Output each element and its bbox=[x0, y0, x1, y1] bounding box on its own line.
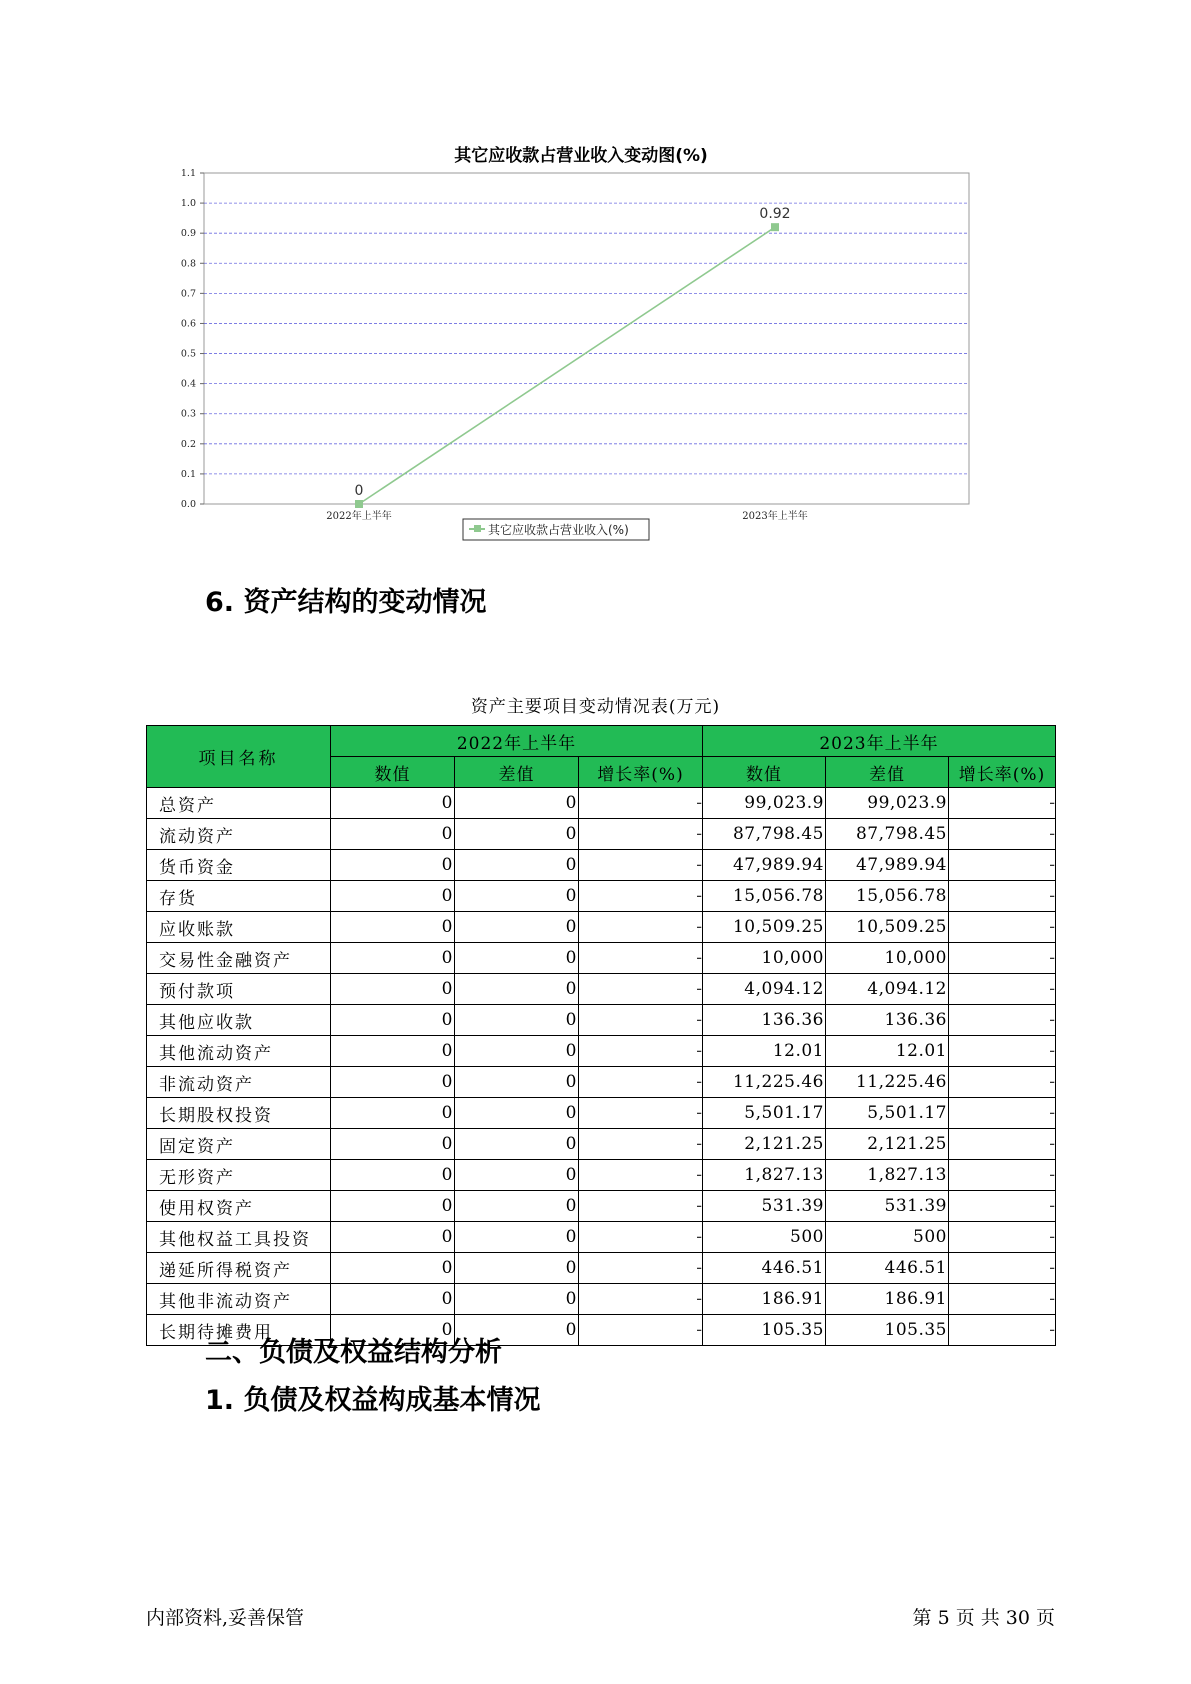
value-2023-cell: 136.36 bbox=[703, 1005, 826, 1036]
legend-marker bbox=[474, 525, 481, 532]
growth-2022-cell: - bbox=[579, 881, 703, 912]
growth-2023-cell: - bbox=[949, 1315, 1056, 1346]
growth-2022-cell: - bbox=[579, 1222, 703, 1253]
diff-2023-cell: 136.36 bbox=[826, 1005, 949, 1036]
value-2022-cell: 0 bbox=[331, 1129, 455, 1160]
value-2022-cell: 0 bbox=[331, 1036, 455, 1067]
growth-2023-cell: - bbox=[949, 881, 1056, 912]
diff-2022-cell: 0 bbox=[455, 1067, 579, 1098]
table-row bbox=[147, 1098, 1056, 1129]
row-name-cell: 流动资产 bbox=[147, 819, 331, 850]
y-axis-ticks bbox=[181, 168, 204, 510]
data-label: 0 bbox=[354, 483, 364, 499]
y-tick-label: 1.0 bbox=[180, 198, 196, 210]
value-2022-cell: 0 bbox=[331, 1067, 455, 1098]
growth-2022-cell: - bbox=[579, 1129, 703, 1160]
value-2022-cell: 0 bbox=[331, 1098, 455, 1129]
row-name-cell: 其他非流动资产 bbox=[147, 1284, 331, 1315]
value-2022-cell: 0 bbox=[331, 1160, 455, 1191]
series-line bbox=[359, 227, 775, 504]
row-name-cell: 无形资产 bbox=[147, 1160, 331, 1191]
row-name-cell: 固定资产 bbox=[147, 1129, 331, 1160]
col-header-period-2023: 2023年上半年 bbox=[703, 726, 1056, 757]
value-2022-cell: 0 bbox=[331, 1253, 455, 1284]
diff-2023-cell: 1,827.13 bbox=[826, 1160, 949, 1191]
value-2023-cell: 11,225.46 bbox=[703, 1067, 826, 1098]
diff-2023-cell: 11,225.46 bbox=[826, 1067, 949, 1098]
diff-2023-cell: 500 bbox=[826, 1222, 949, 1253]
table-row bbox=[147, 1005, 1056, 1036]
growth-2022-cell: - bbox=[579, 850, 703, 881]
growth-2023-cell: - bbox=[949, 1253, 1056, 1284]
y-tick-label: 0.5 bbox=[180, 348, 196, 360]
section-heading-liabilities: 二、负债及权益结构分析 bbox=[205, 1337, 502, 1368]
value-2022-cell: 0 bbox=[331, 850, 455, 881]
col-header-value-2023: 数值 bbox=[703, 757, 826, 788]
section-heading-6: 6. 资产结构的变动情况 bbox=[205, 587, 487, 618]
row-name-cell: 长期股权投资 bbox=[147, 1098, 331, 1129]
growth-2022-cell: - bbox=[579, 1315, 703, 1346]
growth-2023-cell: - bbox=[949, 974, 1056, 1005]
growth-2023-cell: - bbox=[949, 1036, 1056, 1067]
diff-2022-cell: 0 bbox=[455, 1098, 579, 1129]
row-name-cell: 长期待摊费用 bbox=[147, 1315, 331, 1346]
footer-confidential: 内部资料,妥善保管 bbox=[146, 1607, 305, 1629]
legend-label: 其它应收款占营业收入(%) bbox=[488, 523, 629, 537]
diff-2022-cell: 0 bbox=[455, 1315, 579, 1346]
row-name-cell: 使用权资产 bbox=[147, 1191, 331, 1222]
diff-2022-cell: 0 bbox=[455, 1284, 579, 1315]
row-name-cell: 非流动资产 bbox=[147, 1067, 331, 1098]
y-tick-label: 0.8 bbox=[180, 258, 196, 270]
row-name-cell: 应收账款 bbox=[147, 912, 331, 943]
diff-2022-cell: 0 bbox=[455, 881, 579, 912]
chart-svg bbox=[150, 135, 1050, 605]
growth-2023-cell: - bbox=[949, 1222, 1056, 1253]
growth-2023-cell: - bbox=[949, 1160, 1056, 1191]
table-row bbox=[147, 1222, 1056, 1253]
growth-2022-cell: - bbox=[579, 974, 703, 1005]
ratio-chart bbox=[150, 135, 1050, 605]
diff-2023-cell: 15,056.78 bbox=[826, 881, 949, 912]
value-2022-cell: 0 bbox=[331, 943, 455, 974]
diff-2022-cell: 0 bbox=[455, 1129, 579, 1160]
chart-title: 其它应收款占营业收入变动图(%) bbox=[454, 146, 708, 166]
y-tick-label: 0.9 bbox=[180, 228, 196, 240]
section-heading-liabilities-1: 1. 负债及权益构成基本情况 bbox=[205, 1385, 541, 1416]
value-2022-cell: 0 bbox=[331, 881, 455, 912]
plot-area bbox=[204, 173, 969, 504]
row-name-cell: 其他应收款 bbox=[147, 1005, 331, 1036]
table-row bbox=[147, 1284, 1056, 1315]
table-row bbox=[147, 850, 1056, 881]
value-2022-cell: 0 bbox=[331, 912, 455, 943]
x-tick-label: 2022年上半年 bbox=[326, 511, 392, 522]
y-tick-label: 0.2 bbox=[180, 438, 196, 450]
series-layer bbox=[355, 206, 791, 508]
value-2022-cell: 0 bbox=[331, 974, 455, 1005]
table-caption: 资产主要项目变动情况表(万元) bbox=[470, 697, 721, 717]
table-body bbox=[147, 788, 1056, 1346]
data-point bbox=[355, 500, 363, 508]
table-row bbox=[147, 1067, 1056, 1098]
growth-2022-cell: - bbox=[579, 1036, 703, 1067]
table-row bbox=[147, 1253, 1056, 1284]
growth-2022-cell: - bbox=[579, 1284, 703, 1315]
diff-2022-cell: 0 bbox=[455, 1005, 579, 1036]
value-2023-cell: 186.91 bbox=[703, 1284, 826, 1315]
value-2022-cell: 0 bbox=[331, 788, 455, 819]
value-2023-cell: 10,509.25 bbox=[703, 912, 826, 943]
value-2022-cell: 0 bbox=[331, 1191, 455, 1222]
col-header-period-2022: 2022年上半年 bbox=[331, 726, 703, 757]
table-row bbox=[147, 1036, 1056, 1067]
col-header-value-2022: 数值 bbox=[331, 757, 455, 788]
value-2023-cell: 446.51 bbox=[703, 1253, 826, 1284]
y-tick-label: 1.1 bbox=[180, 168, 196, 179]
value-2023-cell: 500 bbox=[703, 1222, 826, 1253]
value-2022-cell: 0 bbox=[331, 819, 455, 850]
y-tick-label: 0.1 bbox=[180, 468, 196, 480]
value-2022-cell: 0 bbox=[331, 1284, 455, 1315]
table-row bbox=[147, 912, 1056, 943]
growth-2023-cell: - bbox=[949, 943, 1056, 974]
table-row bbox=[147, 819, 1056, 850]
value-2022-cell: 0 bbox=[331, 1005, 455, 1036]
col-header-name: 项目名称 bbox=[147, 726, 331, 788]
table-row bbox=[147, 788, 1056, 819]
table-row bbox=[147, 1129, 1056, 1160]
diff-2022-cell: 0 bbox=[455, 974, 579, 1005]
growth-2023-cell: - bbox=[949, 1005, 1056, 1036]
growth-2023-cell: - bbox=[949, 1067, 1056, 1098]
value-2023-cell: 47,989.94 bbox=[703, 850, 826, 881]
growth-2022-cell: - bbox=[579, 819, 703, 850]
chart-legend bbox=[463, 519, 649, 540]
growth-2022-cell: - bbox=[579, 1253, 703, 1284]
value-2023-cell: 15,056.78 bbox=[703, 881, 826, 912]
diff-2023-cell: 47,989.94 bbox=[826, 850, 949, 881]
growth-2022-cell: - bbox=[579, 943, 703, 974]
diff-2022-cell: 0 bbox=[455, 1222, 579, 1253]
diff-2023-cell: 446.51 bbox=[826, 1253, 949, 1284]
y-tick-label: 0.0 bbox=[180, 499, 196, 510]
diff-2023-cell: 12.01 bbox=[826, 1036, 949, 1067]
diff-2023-cell: 5,501.17 bbox=[826, 1098, 949, 1129]
diff-2023-cell: 531.39 bbox=[826, 1191, 949, 1222]
data-point bbox=[771, 223, 779, 231]
diff-2023-cell: 10,509.25 bbox=[826, 912, 949, 943]
row-name-cell: 存货 bbox=[147, 881, 331, 912]
diff-2023-cell: 10,000 bbox=[826, 943, 949, 974]
value-2023-cell: 10,000 bbox=[703, 943, 826, 974]
value-2023-cell: 1,827.13 bbox=[703, 1160, 826, 1191]
growth-2022-cell: - bbox=[579, 1160, 703, 1191]
growth-2023-cell: - bbox=[949, 1129, 1056, 1160]
value-2022-cell: 0 bbox=[331, 1222, 455, 1253]
col-header-diff-2022: 差值 bbox=[455, 757, 579, 788]
row-name-cell: 其他权益工具投资 bbox=[147, 1222, 331, 1253]
diff-2022-cell: 0 bbox=[455, 1036, 579, 1067]
diff-2022-cell: 0 bbox=[455, 912, 579, 943]
value-2023-cell: 5,501.17 bbox=[703, 1098, 826, 1129]
value-2023-cell: 531.39 bbox=[703, 1191, 826, 1222]
value-2023-cell: 87,798.45 bbox=[703, 819, 826, 850]
table-row bbox=[147, 974, 1056, 1005]
diff-2022-cell: 0 bbox=[455, 819, 579, 850]
table-row bbox=[147, 943, 1056, 974]
diff-2022-cell: 0 bbox=[455, 1160, 579, 1191]
diff-2023-cell: 186.91 bbox=[826, 1284, 949, 1315]
grid-lines bbox=[204, 203, 969, 474]
growth-2022-cell: - bbox=[579, 912, 703, 943]
table-row bbox=[147, 1160, 1056, 1191]
y-tick-label: 0.3 bbox=[180, 408, 196, 420]
growth-2022-cell: - bbox=[579, 1098, 703, 1129]
table-row bbox=[147, 881, 1056, 912]
diff-2022-cell: 0 bbox=[455, 1253, 579, 1284]
value-2023-cell: 4,094.12 bbox=[703, 974, 826, 1005]
diff-2023-cell: 4,094.12 bbox=[826, 974, 949, 1005]
asset-change-table bbox=[146, 725, 1056, 1346]
col-header-growth-2022: 增长率(%) bbox=[579, 757, 703, 788]
growth-2022-cell: - bbox=[579, 1067, 703, 1098]
footer-page-number: 第 5 页 共 30 页 bbox=[912, 1607, 1055, 1629]
row-name-cell: 预付款项 bbox=[147, 974, 331, 1005]
table-header-row-1 bbox=[147, 726, 1056, 757]
col-header-growth-2023: 增长率(%) bbox=[949, 757, 1056, 788]
growth-2022-cell: - bbox=[579, 788, 703, 819]
growth-2022-cell: - bbox=[579, 1191, 703, 1222]
value-2023-cell: 2,121.25 bbox=[703, 1129, 826, 1160]
row-name-cell: 总资产 bbox=[147, 788, 331, 819]
diff-2022-cell: 0 bbox=[455, 788, 579, 819]
table-row bbox=[147, 1191, 1056, 1222]
row-name-cell: 货币资金 bbox=[147, 850, 331, 881]
diff-2023-cell: 105.35 bbox=[826, 1315, 949, 1346]
growth-2023-cell: - bbox=[949, 850, 1056, 881]
diff-2022-cell: 0 bbox=[455, 943, 579, 974]
growth-2023-cell: - bbox=[949, 819, 1056, 850]
growth-2023-cell: - bbox=[949, 1284, 1056, 1315]
growth-2023-cell: - bbox=[949, 1191, 1056, 1222]
growth-2023-cell: - bbox=[949, 912, 1056, 943]
row-name-cell: 其他流动资产 bbox=[147, 1036, 331, 1067]
y-tick-label: 0.7 bbox=[180, 288, 196, 300]
value-2023-cell: 12.01 bbox=[703, 1036, 826, 1067]
growth-2022-cell: - bbox=[579, 1005, 703, 1036]
growth-2023-cell: - bbox=[949, 788, 1056, 819]
diff-2022-cell: 0 bbox=[455, 1191, 579, 1222]
value-2022-cell: 0 bbox=[331, 1315, 455, 1346]
data-label: 0.92 bbox=[759, 206, 791, 223]
diff-2022-cell: 0 bbox=[455, 850, 579, 881]
y-tick-label: 0.6 bbox=[180, 318, 196, 330]
diff-2023-cell: 2,121.25 bbox=[826, 1129, 949, 1160]
row-name-cell: 交易性金融资产 bbox=[147, 943, 331, 974]
growth-2023-cell: - bbox=[949, 1098, 1056, 1129]
y-tick-label: 0.4 bbox=[180, 378, 196, 390]
col-header-diff-2023: 差值 bbox=[826, 757, 949, 788]
row-name-cell: 递延所得税资产 bbox=[147, 1253, 331, 1284]
value-2023-cell: 99,023.9 bbox=[703, 788, 826, 819]
diff-2023-cell: 99,023.9 bbox=[826, 788, 949, 819]
value-2023-cell: 105.35 bbox=[703, 1315, 826, 1346]
diff-2023-cell: 87,798.45 bbox=[826, 819, 949, 850]
x-tick-label: 2023年上半年 bbox=[742, 511, 808, 522]
